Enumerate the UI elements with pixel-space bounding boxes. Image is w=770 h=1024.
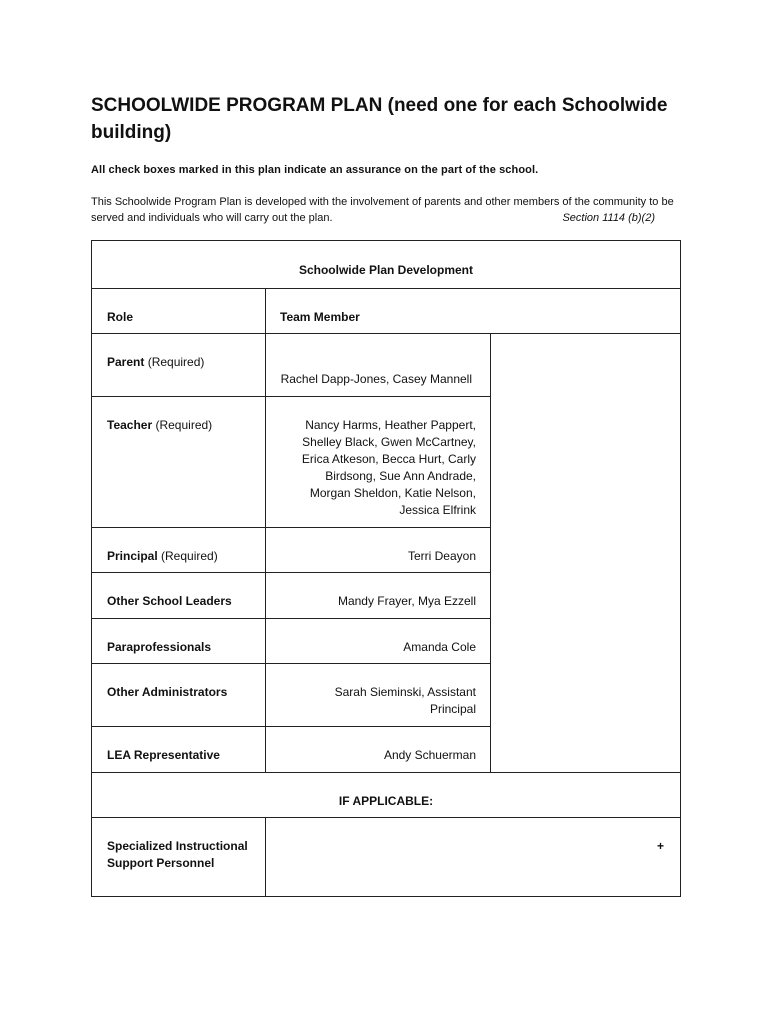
if-applicable-heading: IF APPLICABLE: xyxy=(338,794,434,808)
team-member-cell: Nancy Harms, Heather Pappert, Shelley Black, Gwen McCartney, Erica Atkeson, Becca Hurt, Carly Birdsong, Sue Ann Andrade, Morgan Sheldon, Katie Nelson, Jessica Elfrink xyxy=(301,418,476,517)
role-cell xyxy=(107,639,211,656)
role-label: Other Administrators xyxy=(107,685,228,699)
team-member-cell: Terri Deayon xyxy=(407,549,476,563)
role-note: (Required) xyxy=(152,418,213,432)
role-cell xyxy=(107,354,204,371)
intro-text: This Schoolwide Program Plan is developed with the involvement of parents and other members of the community to be served and individuals who will carry out the plan. xyxy=(91,196,674,224)
role-cell xyxy=(107,593,232,610)
role-cell xyxy=(107,548,218,565)
assurance-statement: All check boxes marked in this plan indicate an assurance on the part of the school. xyxy=(91,164,539,176)
table-caption: Schoolwide Plan Development xyxy=(298,263,474,277)
section-reference: Section 1114 (b)(2) xyxy=(562,212,655,224)
role-label: Other School Leaders xyxy=(107,594,232,608)
column-header-team-member: Team Member xyxy=(280,310,360,324)
intro-paragraph xyxy=(91,194,681,226)
team-member-cell: Amanda Cole xyxy=(403,640,476,654)
role-label: Paraprofessionals xyxy=(107,640,212,654)
plan-development-table xyxy=(91,240,681,897)
plus-icon[interactable]: + xyxy=(657,839,665,853)
role-cell xyxy=(107,417,212,434)
role-note: (Required) xyxy=(157,549,218,563)
role-label: LEA Representative xyxy=(107,748,220,762)
role-label: Parent xyxy=(107,355,145,369)
team-member-cell: Mandy Frayer, Mya Ezzell xyxy=(337,594,476,608)
team-member-cell: Sarah Sieminski, Assistant Principal xyxy=(334,685,476,716)
page-title: SCHOOLWIDE PROGRAM PLAN (need one for each Schoolwide building) xyxy=(91,95,668,143)
role-cell xyxy=(107,747,220,764)
role-label: Principal xyxy=(107,549,158,563)
role-note: (Required) xyxy=(144,355,205,369)
role-cell xyxy=(107,684,227,701)
column-header-role: Role xyxy=(107,310,134,324)
team-member-cell: Rachel Dapp-Jones, Casey Mannell xyxy=(280,372,472,386)
role-label: Teacher xyxy=(107,418,153,432)
specialized-personnel-role: Specialized Instructional Support Personnel xyxy=(107,839,248,870)
team-member-cell: Andy Schuerman xyxy=(383,748,476,762)
